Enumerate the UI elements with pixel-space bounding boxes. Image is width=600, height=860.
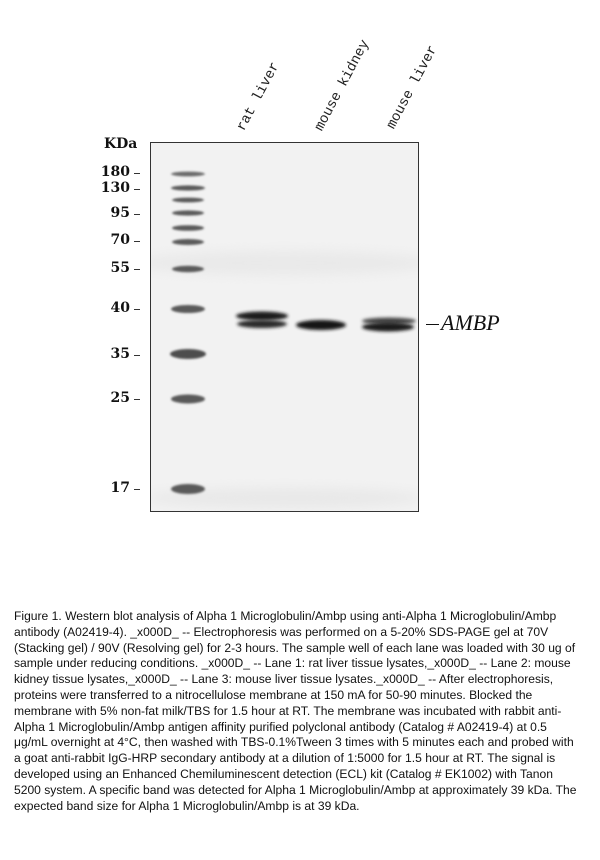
mw-marker-130: [96, 180, 144, 196]
mw-marker-180: [96, 164, 144, 180]
band-lane-2: [296, 320, 346, 330]
band-pointer: [426, 324, 439, 325]
band-label-ambp: [426, 310, 500, 336]
mw-marker-value: 70: [110, 232, 130, 248]
figure-caption: Figure 1. Western blot analysis of Alpha 1 Microglobulin/Ambp using anti-Alpha 1 Microglobulin/Ambp antibody (A02419-4). _x000D_ -- Electrophoresis was performed on a 5-20% SDS-PAGE gel at 70V (Stacking gel) / 90V (Resolving gel) for 2-3 hours. The sample well of each lane was loaded with 30 ug of sample under reducing conditions. _x000D_ -- Lane 1: rat liver tissue lysates,_x000D_ -- Lane 2: mouse kidney tissue lysates,_x000D_ -- Lane 3: mouse liver tissue lysates._x000D_ -- After electrophoresis, proteins were transferred to a nitrocellulose membrane at 150 mA for 50-90 minutes. Blocked the membrane with 5% non-fat milk/TBS for 1.5 hour at RT. The membrane was incubated with rabbit anti-Alpha 1 Microglobulin/Ambp antigen affinity purified polyclonal antibody (Catalog # A02419-4) at 0.5 μg/mL overnight at 4°C, then washed with TBS-0.1%Tween 3 times with 5 minutes each and probed with a goat anti-rabbit IgG-HRP secondary antibody at a dilution of 1:5000 for 1.5 hour at RT. The signal is developed using an Enhanced Chemiluminescent detection (ECL) kit (Catalog # EK1002) with Tanon 5200 system. A specific band was detected for Alpha 1 Microglobulin/Ambp at approximately 39 kDa. The expected band size for Alpha 1 Microglobulin/Ambp is at 39 kDa.: [14, 609, 577, 813]
mw-marker-value: 40: [110, 300, 130, 316]
ladder-band: [172, 198, 204, 203]
ladder-band: [172, 266, 204, 272]
mw-marker-value: 55: [110, 260, 130, 276]
mw-header: KDa: [104, 136, 138, 152]
mw-marker-value: 35: [110, 346, 130, 362]
ladder-band: [170, 349, 206, 359]
mw-marker-40: [96, 300, 144, 316]
mw-tick: [134, 189, 140, 190]
ladder-band: [171, 305, 205, 313]
mw-tick: [134, 309, 140, 310]
mw-marker-value: 17: [110, 480, 130, 496]
mw-tick: [134, 241, 140, 242]
ladder-band: [172, 239, 204, 245]
band-label-text: AMBP: [441, 310, 500, 335]
mw-marker-value: 180: [100, 164, 130, 180]
lane-label-2: mouse kidney: [311, 37, 374, 134]
ladder-band: [171, 484, 205, 494]
mw-tick: [134, 173, 140, 174]
ladder-band: [171, 172, 205, 177]
mw-marker-17: [96, 480, 144, 496]
mw-marker-value: 95: [110, 205, 130, 221]
mw-tick: [134, 355, 140, 356]
band-lane-1-upper: [236, 312, 288, 321]
mw-tick: [134, 399, 140, 400]
mw-marker-70: [96, 232, 144, 248]
band-lane-1-lower: [237, 320, 287, 328]
blot-membrane: [150, 142, 419, 512]
mw-marker-35: [96, 346, 144, 362]
mw-marker-55: [96, 260, 144, 276]
lane-label-3: mouse liver: [383, 42, 442, 133]
mw-tick: [134, 489, 140, 490]
mw-marker-25: [96, 390, 144, 406]
ladder-band: [172, 210, 204, 215]
ladder-band: [171, 395, 205, 404]
ladder-band: [171, 185, 205, 190]
blot-image: [151, 143, 418, 511]
band-lane-3-lower: [362, 323, 414, 332]
mw-tick: [134, 214, 140, 215]
mw-marker-value: 25: [110, 390, 130, 406]
lane-label-1: rat liver: [233, 59, 284, 134]
mw-marker-value: 130: [100, 180, 130, 196]
ladder-band: [172, 225, 204, 231]
mw-marker-95: [96, 205, 144, 221]
mw-tick: [134, 269, 140, 270]
